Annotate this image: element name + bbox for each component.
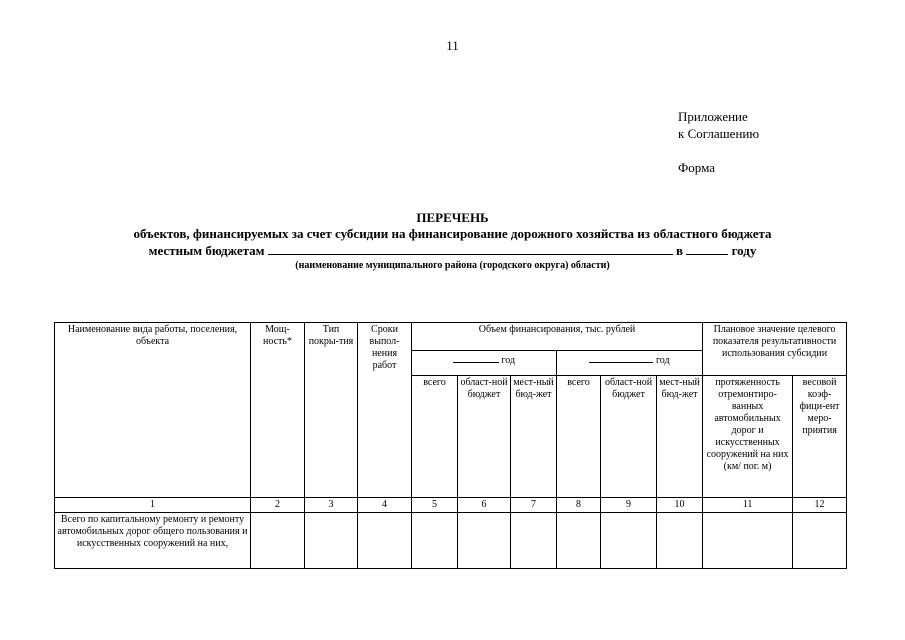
table-cell[interactable] (793, 513, 847, 569)
col-number: 2 (251, 498, 305, 513)
sub-length: протяженность отремонтиро-ванных автомобильных дорог и искусственных сооружений на них (км/ пог. м) (703, 376, 793, 498)
header-year-2 (557, 351, 703, 376)
budget-in: в (676, 243, 684, 258)
sub-total-1: всего (412, 376, 458, 498)
table-cell[interactable] (251, 513, 305, 569)
table-cell[interactable] (358, 513, 412, 569)
table-row (55, 513, 847, 569)
appendix-line-1: Приложение (678, 109, 748, 124)
table-cell[interactable] (657, 513, 703, 569)
col-number: 7 (511, 498, 557, 513)
header-power: Мощ-ность* (251, 323, 305, 498)
col-number: 8 (557, 498, 601, 513)
header-name: Наименование вида работы, поселения, объекта (55, 323, 251, 498)
sub-total-2: всего (557, 376, 601, 498)
table-cell[interactable] (557, 513, 601, 569)
year-blank (686, 242, 728, 255)
table-cell[interactable] (511, 513, 557, 569)
year-1-label: год (501, 355, 516, 366)
col-number: 10 (657, 498, 703, 513)
budget-year: году (731, 243, 757, 258)
municipality-hint: (наименование муниципального района (городского округа) области) (295, 260, 610, 271)
col-number: 4 (358, 498, 412, 513)
table-cell[interactable] (412, 513, 458, 569)
sub-regional-2: област-ной бюджет (601, 376, 657, 498)
title-block (0, 210, 905, 273)
col-number: 5 (412, 498, 458, 513)
document-title: ПЕРЕЧЕНЬ (416, 210, 489, 225)
table-cell[interactable] (601, 513, 657, 569)
sub-weight: весовой коэф-фици-ент меро-приятия (793, 376, 847, 498)
col-number: 3 (305, 498, 358, 513)
header-coating-type: Тип покры-тия (305, 323, 358, 498)
table-cell[interactable] (305, 513, 358, 569)
header-year-1 (412, 351, 557, 376)
appendix-block (678, 108, 759, 142)
budget-line (0, 242, 905, 259)
col-number: 9 (601, 498, 657, 513)
sub-local-2: мест-ный бюд-жет (657, 376, 703, 498)
col-number: 12 (793, 498, 847, 513)
sub-local-1: мест-ный бюд-жет (511, 376, 557, 498)
col-number: 11 (703, 498, 793, 513)
financing-table (54, 322, 847, 569)
sub-regional-1: област-ной бюджет (458, 376, 511, 498)
col-number: 1 (55, 498, 251, 513)
appendix-line-2: к Соглашению (678, 126, 760, 141)
header-target-indicator: Плановое значение целевого показателя результативности использования субсидии (703, 323, 847, 376)
year-2-blank (589, 352, 653, 363)
header-financing: Объем финансирования, тыс. рублей (412, 323, 703, 351)
header-terms: Сроки выпол-нения работ (358, 323, 412, 498)
table-cell[interactable] (458, 513, 511, 569)
page-number: 11 (446, 38, 459, 53)
total-row-label: Всего по капитальному ремонту и ремонту автомобильных дорог общего пользования и искусственных сооружений на них, (55, 513, 251, 569)
document-subtitle: объектов, финансируемых за счет субсидии на финансирование дорожного хозяйства из областного бюджета (133, 226, 772, 241)
budget-prefix: местным бюджетам (148, 243, 265, 258)
form-label: Форма (678, 160, 715, 175)
col-number: 6 (458, 498, 511, 513)
year-2-label: год (655, 355, 670, 366)
table-cell[interactable] (703, 513, 793, 569)
municipality-blank (268, 242, 673, 255)
year-1-blank (453, 352, 499, 363)
